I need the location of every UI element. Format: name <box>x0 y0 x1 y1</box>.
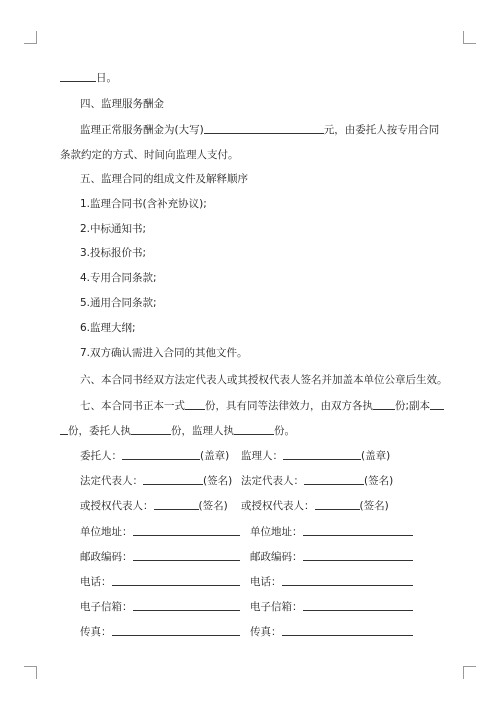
sign-note: (签名) <box>198 500 228 512</box>
email-label: 电子信箱： <box>250 601 303 613</box>
page-corner-mark-bottom-right <box>463 666 476 679</box>
phone-label: 电话： <box>80 576 112 588</box>
client-copies-blank <box>131 424 171 435</box>
address-blank <box>133 525 240 536</box>
supervisor-address-row <box>250 525 413 539</box>
supervisor-label: 监理人： <box>241 450 283 462</box>
auth-rep-label: 或授权代表人： <box>80 500 154 512</box>
fee-amount-blank <box>204 123 324 134</box>
sign-note: (签名) <box>359 500 389 512</box>
sign-note: (签名) <box>364 475 394 487</box>
client-postcode-row <box>80 550 240 564</box>
copies-text: 份，委托人执 <box>68 425 131 437</box>
section-5-title: 五、监理合同的组成文件及解释顺序 <box>80 173 248 185</box>
copies-text: 份;副本 <box>395 400 431 412</box>
auth-rep-blank <box>154 499 199 510</box>
client-address-row <box>80 525 240 539</box>
list-item: 5.通用合同条款; <box>80 297 157 309</box>
list-item: 4.专用合同条款; <box>80 272 157 284</box>
supervisor-fax-row <box>250 625 413 639</box>
duplicates-blank <box>430 399 444 410</box>
each-party-blank <box>373 399 395 410</box>
day-blank <box>60 71 96 82</box>
seal-note: (盖章) <box>200 450 230 462</box>
client-phone-row <box>80 575 240 589</box>
postcode-blank <box>303 550 413 561</box>
list-item: 2.中标通知书; <box>80 223 147 235</box>
auth-rep-label: 或授权代表人： <box>241 500 315 512</box>
supervisor-email-row <box>250 600 413 614</box>
email-blank <box>303 600 413 611</box>
copies-text: 份，监理人执 <box>171 425 234 437</box>
fee-label: 监理正常服务酬金为(大写) <box>80 124 204 136</box>
fax-blank <box>112 625 240 636</box>
section-7-line2 <box>60 424 295 438</box>
signature-row-supervisor-auth-rep <box>241 499 389 513</box>
page-corner-mark-top-left <box>24 31 37 44</box>
fax-label: 传真： <box>80 626 112 638</box>
copies-text: 份。 <box>274 425 295 437</box>
page-corner-mark-top-right <box>463 31 476 44</box>
client-label: 委托人： <box>80 450 122 462</box>
list-item: 6.监理大纲; <box>80 322 136 334</box>
phone-blank <box>282 575 413 586</box>
copies-text: 份，具有同等法律效力，由双方各执 <box>205 400 373 412</box>
fax-label: 传真： <box>250 626 282 638</box>
day-line <box>60 71 117 85</box>
originals-blank <box>185 399 205 410</box>
supervisor-blank <box>283 449 361 460</box>
postcode-blank <box>133 550 240 561</box>
list-item: 1.监理合同书(含补充协议); <box>80 198 207 210</box>
phone-label: 电话： <box>250 576 282 588</box>
address-blank <box>303 525 413 536</box>
legal-rep-blank <box>143 474 203 485</box>
list-item: 3.投标报价书; <box>80 247 147 259</box>
client-email-row <box>80 600 240 614</box>
supervisor-copies-blank <box>234 424 274 435</box>
fee-text-cont: 元，由委托人按专用合同 <box>323 124 440 136</box>
section-4-paragraph-cont: 条款约定的方式、时间向监理人支付。 <box>60 149 239 161</box>
auth-rep-blank <box>315 499 360 510</box>
signature-row-client <box>80 449 229 463</box>
section-4-title: 四、监理服务酬金 <box>80 98 164 110</box>
duplicates-blank-cont <box>60 424 68 435</box>
postcode-label: 邮政编码： <box>80 551 133 563</box>
email-label: 电子信箱： <box>80 601 133 613</box>
section-7-line1 <box>80 399 444 413</box>
supervisor-phone-row <box>250 575 413 589</box>
address-label: 单位地址： <box>250 526 303 538</box>
sign-note: (签名) <box>203 475 233 487</box>
legal-rep-blank <box>304 474 364 485</box>
client-fax-row <box>80 625 240 639</box>
signature-row-client-legal-rep <box>80 474 232 488</box>
legal-rep-label: 法定代表人： <box>241 475 304 487</box>
supervisor-postcode-row <box>250 550 413 564</box>
fax-blank <box>282 625 413 636</box>
copies-label: 七、本合同书正本一式 <box>80 400 185 412</box>
section-4-paragraph <box>80 123 439 137</box>
list-item: 7.双方确认需进入合同的其他文件。 <box>80 347 248 359</box>
signature-row-client-auth-rep <box>80 499 228 513</box>
day-suffix: 日。 <box>96 72 117 84</box>
signature-row-supervisor <box>241 449 390 463</box>
phone-blank <box>112 575 240 586</box>
postcode-label: 邮政编码： <box>250 551 303 563</box>
seal-note: (盖章) <box>361 450 391 462</box>
legal-rep-label: 法定代表人： <box>80 475 143 487</box>
client-blank <box>122 449 200 460</box>
signature-row-supervisor-legal-rep <box>241 474 393 488</box>
address-label: 单位地址： <box>80 526 133 538</box>
email-blank <box>133 600 240 611</box>
section-6-text: 六、本合同书经双方法定代表人或其授权代表人签名并加盖本单位公章后生效。 <box>80 374 448 386</box>
page-corner-mark-bottom-left <box>24 666 37 679</box>
